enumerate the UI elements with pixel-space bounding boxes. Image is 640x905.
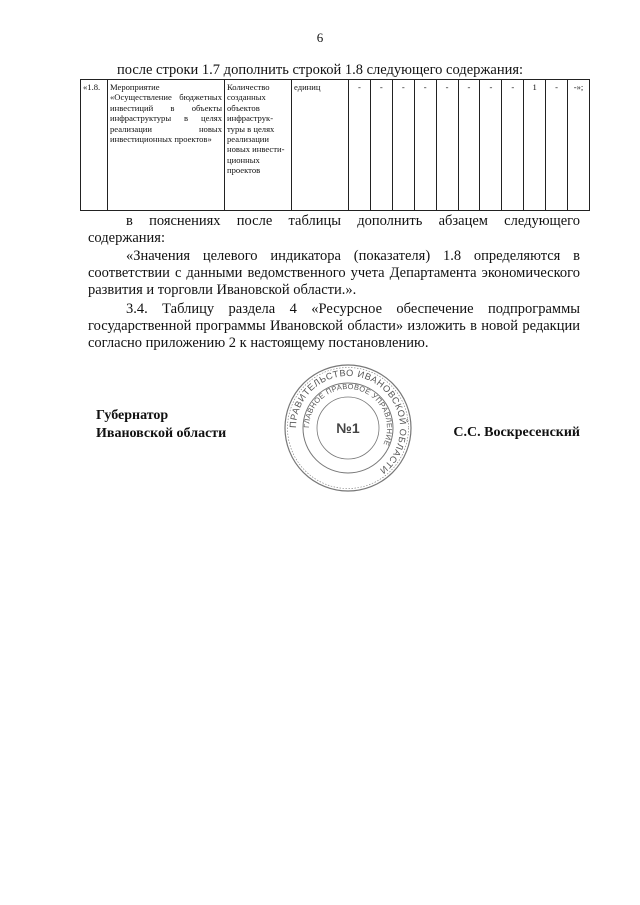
signatory-title bbox=[96, 407, 226, 443]
unit-cell: единиц bbox=[292, 80, 349, 211]
value-cell: 1 bbox=[524, 80, 546, 211]
value-cell: - bbox=[436, 80, 458, 211]
seal-outer-text: ПРАВИТЕЛЬСТВО ИВАНОВСКОЙ ОБЛАСТИ bbox=[287, 367, 409, 476]
amendment-table bbox=[80, 79, 590, 211]
seal-number: №1 bbox=[336, 420, 360, 436]
official-seal bbox=[282, 362, 414, 494]
paragraph-text: 3.4. Таблицу раздела 4 «Ресурсное обеспечение подпрограммы государственной программы Ивановской области» изложить в новой редакции согласно приложению 2 к настоящему постановлению. bbox=[88, 301, 580, 352]
value-cell: -»; bbox=[568, 80, 590, 211]
value-cell: - bbox=[392, 80, 414, 211]
paragraph-text: в пояснениях после таблицы дополнить абзацем следующего содержания: bbox=[88, 213, 580, 247]
value-cell: - bbox=[546, 80, 568, 211]
value-cell: - bbox=[414, 80, 436, 211]
value-cell: - bbox=[480, 80, 502, 211]
paragraph-section-4 bbox=[88, 301, 580, 353]
seal-inner-text: ГЛАВНОЕ ПРАВОВОЕ УПРАВЛЕНИЕ bbox=[301, 381, 395, 448]
page-number: 6 bbox=[316, 30, 324, 45]
indicator-cell: Количество созданных объектов инфраструк-туры в целях реализации новых инвести-ционных проектов bbox=[225, 80, 292, 211]
paragraph-text: «Значения целевого индикатора (показателя) 1.8 определяются в соответствии с данными ведомственного учета Департамента экономического развития и торговли Ивановской области.». bbox=[88, 248, 580, 299]
value-cell: - bbox=[349, 80, 371, 211]
row-number-cell: «1.8. bbox=[81, 80, 108, 211]
value-cell: - bbox=[458, 80, 480, 211]
value-cell: - bbox=[502, 80, 524, 211]
paragraph-indicator-values bbox=[88, 248, 580, 300]
table-row bbox=[81, 80, 590, 211]
activity-name-cell: Мероприятие «Осуществление бюджетных инвестиций в объекты инфраструктуры в целях реализации новых инвестиционных проектов» bbox=[108, 80, 225, 211]
signatory-name: С.С. Воскресенский bbox=[453, 425, 580, 440]
intro-line: после строки 1.7 дополнить строкой 1.8 следующего содержания: bbox=[116, 62, 524, 78]
signatory-title-line-1: Губернатор bbox=[96, 408, 169, 423]
paragraph-explanations bbox=[88, 213, 580, 247]
value-cell: - bbox=[370, 80, 392, 211]
signatory-title-line-2: Ивановской области bbox=[96, 426, 227, 441]
